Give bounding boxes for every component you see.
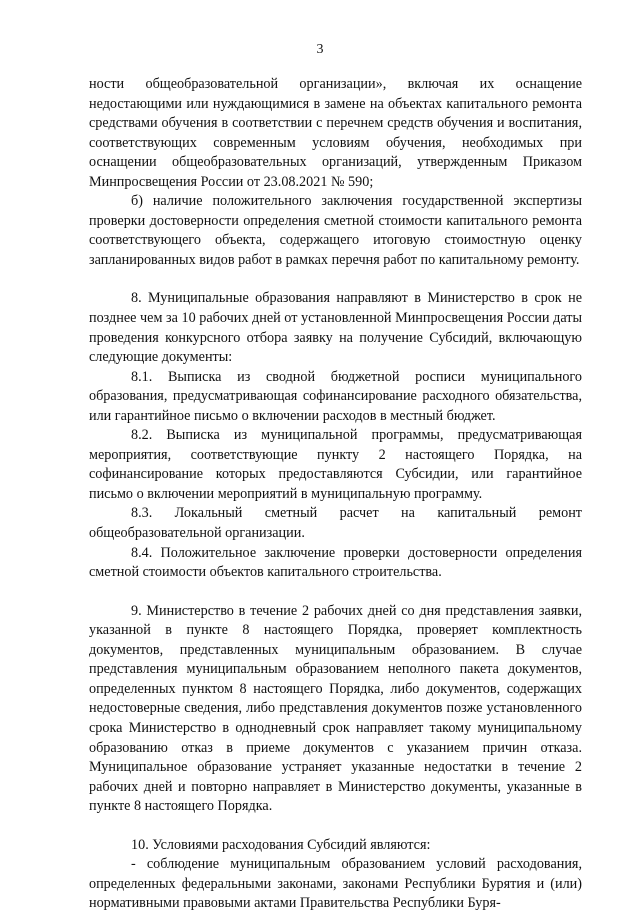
page-number: 3	[316, 42, 324, 57]
paragraph-condition-1: - соблюдение муниципальным образованием условий расходования, определенных федеральными законами, законами Республики Бурятия и (или) нормативными правовыми актами Правительства Республики Буря-	[89, 856, 582, 912]
paragraph-clause-8-4: 8.4. Положительное заключение проверки достоверности определения сметной стоимости объектов капитального строительства.	[89, 544, 582, 581]
paragraph-clause-8: 8. Муниципальные образования направляют в Министерство в срок не позднее чем за 10 рабочих дней от установленной Минпросвещения России даты проведения конкурсного отбора заявку на получение Субсидий, включающую следующие документы:	[89, 290, 582, 366]
paragraph-continuation: ности общеобразовательной организации», включая их оснащение недостающими или нуждающимися в замене на объектах капитального ремонта средствами обучения в соответствии с перечнем средств обучения и воспитания, соответствующих современным условиям обучения, необходимых при оснащении общеобразовательных организаций, утвержденным Приказом Минпросвещения России от 23.08.2021 № 590;	[89, 76, 582, 190]
paragraph-item-b: б) наличие положительного заключения государственной экспертизы проверки достоверности определения сметной стоимости капитального ремонта соответствующего объекта, содержащего итоговую стоимостную оценку запланированных видов работ в рамках перечня работ по капитальному ремонту.	[89, 193, 582, 268]
paragraph-clause-10: 10. Условиями расходования Субсидий являются:	[131, 836, 431, 853]
paragraph-clause-9: 9. Министерство в течение 2 рабочих дней со дня представления заявки, указанной в пункте 8 настоящего Порядка, проверяет комплектность документов, представленных муниципальным образованием. В случае представления муниципальным образованием неполного пакета документов, определенных пунктом 8 настоящего Порядка, либо документов, содержащих недостоверные сведения, либо представления документов позже установленного срока Министерство в однодневный срок направляет такому муниципальному образованию отказ в приеме документов с указанием причин отказа. Муниципальное образование устраняет указанные недостатки в течение 2 рабочих дней и повторно направляет в Министерство документы, указанные в пункте 8 настоящего Порядка.	[89, 602, 582, 815]
document-body	[89, 75, 582, 914]
paragraph-clause-8-1: 8.1. Выписка из сводной бюджетной росписи муниципального образования, предусматривающая софинансирование расходного обязательства, или гарантийное письмо о включении расходов в местный бюджет.	[89, 368, 582, 424]
paragraph-clause-8-2: 8.2. Выписка из муниципальной программы, предусматривающая мероприятия, соответствующие пункту 2 настоящего Порядка, на софинансирование которых предоставляются Субсидии, или гарантийное письмо о включении мероприятий в муниципальную программу.	[89, 427, 582, 502]
paragraph-clause-8-3: 8.3. Локальный сметный расчет на капитальный ремонт общеобразовательной организации.	[89, 505, 582, 542]
